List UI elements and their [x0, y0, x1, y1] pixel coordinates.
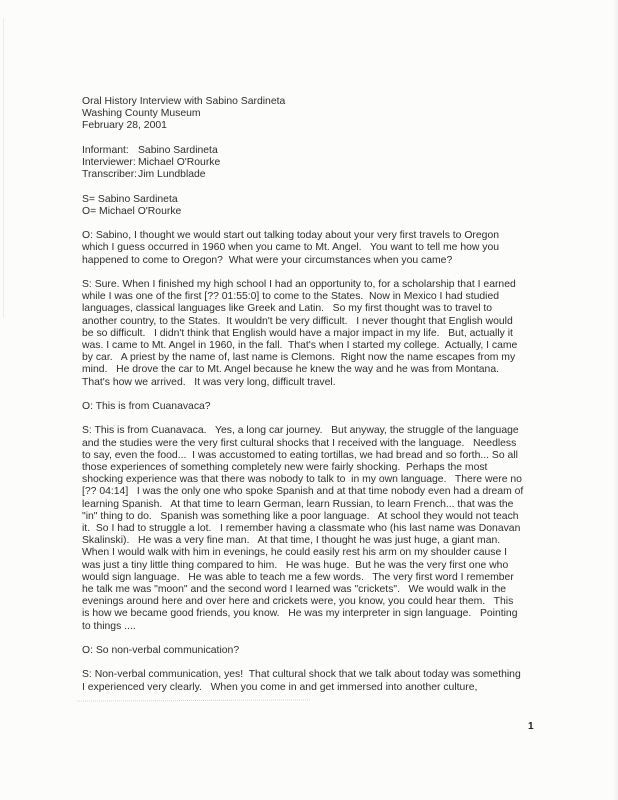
- transcript-line: was. I came to Mt. Angel in 1960, in the fall. That's when I started my college. Actually, I came: [82, 340, 518, 351]
- transcript-line: O: This is from Cuanavaca?: [82, 401, 211, 412]
- transcript-line: those experiences of something completely new were fairly shocking. Perhaps the most: [82, 462, 488, 473]
- transcript-paragraph-speaker-S: [82, 669, 582, 693]
- transcript-line: learning Spanish. At that time to learn German, learn Russian, to learn French... that was the: [82, 498, 514, 510]
- credit-row: [82, 169, 582, 181]
- document-title-line: Oral History Interview with Sabino Sardineta: [82, 96, 286, 107]
- transcript-line: to things ....: [82, 620, 136, 632]
- transcript-line: O: Sabino, I thought we would start out talking today about your very first travels to Oregon: [82, 230, 500, 242]
- transcript-content: [82, 96, 582, 706]
- transcript-line: it. So I had to struggle a lot. I remember having a classmate who (his last name was Donavan: [82, 523, 521, 535]
- transcript-line: Skalinski). He was a very fine man. At that time, I thought he was just huge, a giant man.: [82, 535, 501, 547]
- transcript-paragraph-speaker-S: [82, 425, 582, 632]
- transcript-paragraph-speaker-S: [82, 279, 582, 389]
- transcript-line: be so difficult. I didn't think that English would have a major impact in my life. But, actually it: [82, 327, 513, 339]
- transcript-line: while I was one of the first [?? 01:55:0] to come to the States. Now in Mexico I had studied: [82, 291, 500, 303]
- credit-row: [82, 145, 582, 157]
- credit-value: Sabino Sardineta: [138, 144, 218, 156]
- transcript-line: is how we became good friends, you know. He was my interpreter in sign language. Pointing: [82, 608, 518, 620]
- transcript-line: would sign language. He was able to teach me a few words. The very first word I remember: [82, 571, 514, 583]
- credit-label: Interviewer:: [82, 157, 136, 168]
- transcript-line: was just a tiny little thing compared to him. He was huge. But he was the very first one who: [82, 559, 509, 571]
- credit-row: [82, 157, 582, 169]
- transcript-line: he talk me was "moon" and the second word I learned was "crickets". We would walk in the: [82, 584, 507, 596]
- credit-label: Informant:: [82, 144, 129, 156]
- transcript-paragraph-speaker-O: [82, 645, 582, 657]
- transcript-paragraphs: [82, 230, 582, 694]
- transcript-line: That's how we arrived. It was very long, difficult travel.: [82, 376, 336, 388]
- transcript-line: [?? 04:14] I was the only one who spoke Spanish and at that time nobody even had a dream of: [82, 486, 524, 498]
- transcript-line: and the studies were the very first cultural shocks that I received with the language. Needless: [82, 437, 517, 449]
- scan-artifact-right-edge: [613, 0, 618, 800]
- transcript-line: When I would walk with him in evenings, he could easily rest his arm on my shoulder cause I: [82, 547, 508, 559]
- transcript-line: which I guess occurred in 1960 when you came to Mt. Angel. You want to tell me how you: [82, 242, 500, 254]
- transcript-line: evenings around here and over here and crickets were, you know, you could hear them. This: [82, 596, 514, 608]
- document-title-line: Washing County Museum: [82, 108, 201, 120]
- transcript-line: S: Sure. When I finished my high school I had an opportunity to, for a scholarship that I earned: [82, 278, 516, 290]
- scan-artifact-left-edge: [3, 18, 4, 318]
- transcript-line: to say, even the food... I was accustomed to eating tortillas, we had bread and so forth... So all: [82, 449, 518, 461]
- transcript-line: shocking experience was that there was nobody to talk to in my own language. There were no: [82, 474, 522, 486]
- speaker-key-line: S= Sabino Sardineta: [82, 193, 178, 205]
- transcript-line: by car. A priest by the name of, last name is Clemons. Right now the name escapes from my: [82, 352, 516, 364]
- transcript-line: S: Non-verbal communication, yes! That cultural shock that we talk about today was something: [82, 669, 521, 681]
- transcript-line: I experienced very clearly. When you come in and get immersed into another culture,: [82, 681, 478, 693]
- credit-value: Jim Lundblade: [138, 169, 206, 181]
- speaker-key-line: O= Michael O'Rourke: [82, 205, 182, 217]
- document-title-line: February 28, 2001: [82, 120, 167, 132]
- transcript-line: "in" thing to do. Spanish was something like a poor language. At school they would not teach: [82, 510, 519, 522]
- credits-block: [82, 145, 582, 182]
- document-title-block: [82, 96, 582, 133]
- transcript-paragraph-speaker-O: [82, 401, 582, 413]
- transcript-line: languages, classical languages like Greek and Latin. So my first thought was to travel to: [82, 303, 493, 315]
- speaker-key-block: [82, 194, 582, 218]
- transcript-line: O: So non-verbal communication?: [82, 645, 240, 657]
- credit-label: Transcriber:: [82, 169, 138, 181]
- credit-value: Michael O'Rourke: [138, 157, 221, 168]
- transcript-line: happened to come to Oregon? What were your circumstances when you came?: [82, 254, 453, 266]
- transcript-paragraph-speaker-O: [82, 230, 582, 267]
- page-number: 1: [528, 721, 534, 732]
- transcript-line: mind. He drove the car to Mt. Angel because he knew the way and he was from Montana.: [82, 364, 500, 376]
- transcript-line: S: This is from Cuanavaca. Yes, a long car journey. But anyway, the struggle of the language: [82, 425, 519, 437]
- transcript-line: another country, to the States. It wouldn't be very difficult. I never thought that English would: [82, 315, 513, 327]
